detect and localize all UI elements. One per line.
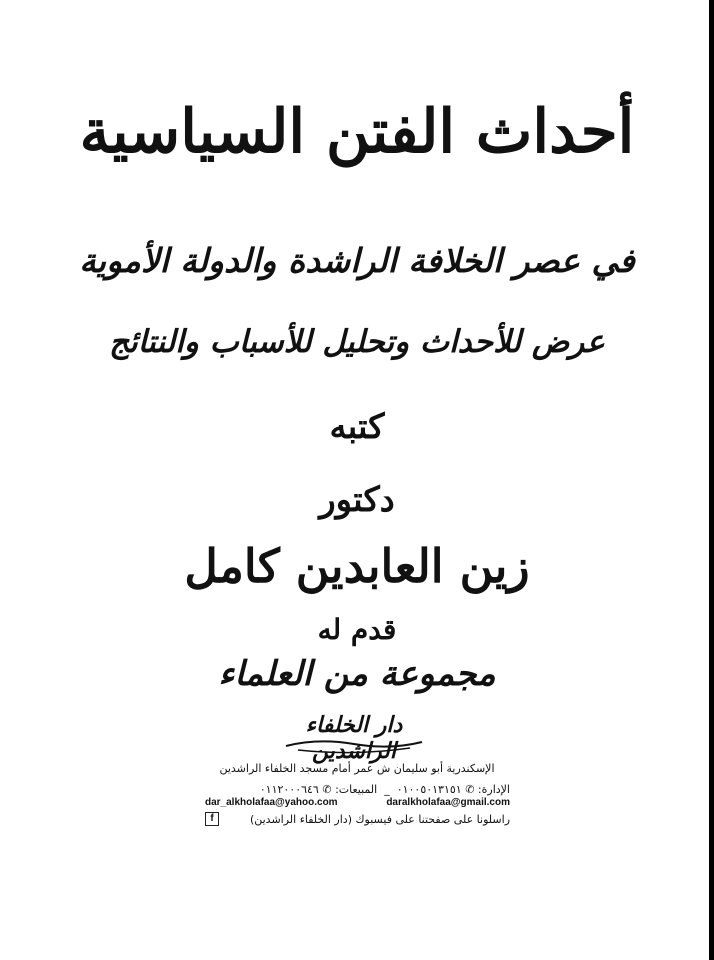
publisher-facebook [205,812,510,828]
sales-phone: ٠١١٢٠٠٠٦٤٦ [259,783,319,796]
author-name: زين العابدين كامل [184,539,530,593]
email-yahoo[interactable]: dar_alkholafaa@yahoo.com [205,797,338,808]
publisher-logo-text: دار الخلفاء الراشدين [305,712,403,764]
publisher-emails [205,797,510,811]
book-subtitle-description: عرض للأحداث وتحليل للأسباب والنتائج [109,324,605,360]
phone-icon: ✆ [465,783,475,796]
book-subtitle-era: في عصر الخلافة الراشدة والدولة الأموية [79,241,635,280]
admin-label: الإدارة: [477,783,510,796]
publisher-logo [278,708,430,764]
written-by-label: كتبه [329,407,385,447]
publisher-phones [205,783,510,797]
facebook-text: راسلونا على صفحتنا على فيسبوك (دار الخلفاء الراشدين) [249,813,510,826]
phone-icon: ✆ [322,783,332,796]
presenters-name: مجموعة من العلماء [218,654,496,694]
email-gmail[interactable]: daralkholafaa@gmail.com [386,797,510,808]
admin-phone: ٠١٠٠٥٠١٣١٥١ [396,783,462,796]
sales-label: المبيعات: [335,783,378,796]
facebook-icon[interactable]: f [205,812,219,826]
presented-by-label: قدم له [317,613,397,646]
separator: _ [380,783,394,796]
book-title: أحداث الفتن السياسية [79,97,635,167]
right-border [709,0,714,960]
publisher-address: الإسكندرية أبو سليمان ش عمر أمام مسجد الخلفاء الراشدين [219,762,495,775]
doctor-label: دكتور [319,480,395,520]
